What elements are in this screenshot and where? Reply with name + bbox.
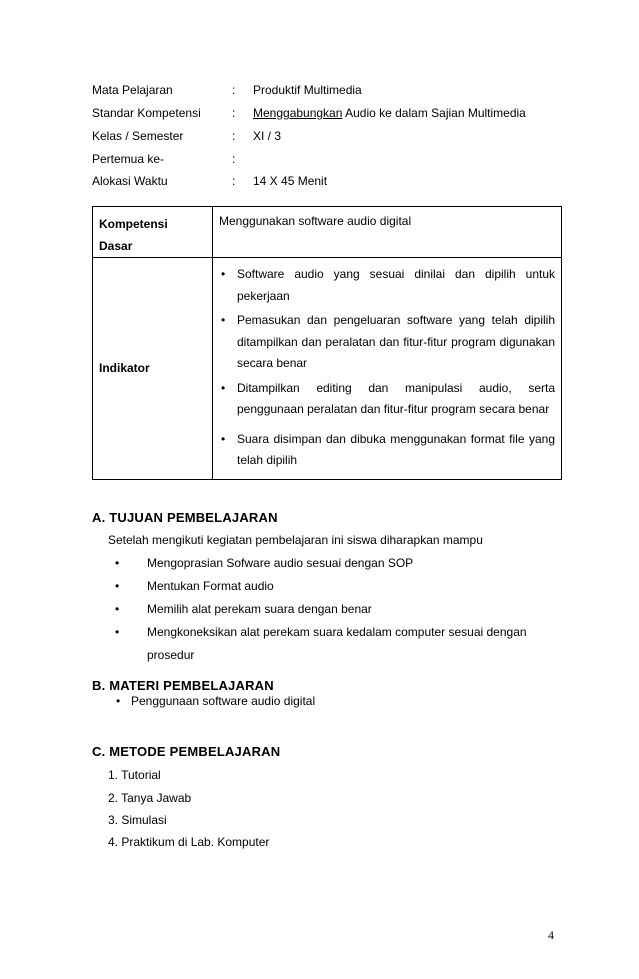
list-item: • Pemasukan dan pengeluaran software yang telah dipilih ditampilkan dan peralatan dan fitur-fitur program digunakan secara benar xyxy=(219,310,555,375)
kd-value-cell xyxy=(213,207,562,258)
list-item: 1. Tutorial xyxy=(108,768,161,782)
list-item: 4. Praktikum di Lab. Komputer xyxy=(108,835,270,849)
meta-value: Produktif Multimedia xyxy=(253,83,362,97)
kd-label-line1: Kompetensi xyxy=(99,217,168,231)
kd-label-cell xyxy=(93,207,213,258)
list-item: • Suara disimpan dan dibuka menggunakan format file yang telah dipilih xyxy=(219,429,555,472)
table-row-kompetensi-dasar xyxy=(93,207,562,258)
indikator-list xyxy=(213,258,561,479)
bullet-icon: • xyxy=(115,579,120,593)
indikator-label-cell xyxy=(93,258,213,480)
section-b-title: B. MATERI PEMBELAJARAN xyxy=(92,678,274,693)
indikator-label: Indikator xyxy=(99,361,150,376)
meta-colon: : xyxy=(232,106,236,120)
competency-table xyxy=(92,206,562,480)
list-item-continuation: prosedur xyxy=(147,648,195,662)
list-item: Mengkoneksikan alat perekam suara kedalam computer sesuai dengan xyxy=(147,625,527,639)
indikator-list-cell xyxy=(213,258,562,480)
list-item: 3. Simulasi xyxy=(108,813,167,827)
section-b-item: Penggunaan software audio digital xyxy=(131,694,316,708)
meta-label: Standar Kompetensi xyxy=(92,106,201,120)
list-item: Mengoprasian Sofware audio sesuai dengan SOP xyxy=(147,556,414,570)
section-a-intro: Setelah mengikuti kegiatan pembelajaran ini siswa diharapkan mampu xyxy=(108,533,483,547)
list-item: • Software audio yang sesuai dinilai dan dipilih untuk pekerjaan xyxy=(219,264,555,307)
kd-value: Menggunakan software audio digital xyxy=(219,214,412,228)
meta-label: Pertemua ke- xyxy=(92,152,165,166)
section-c-title: C. METODE PEMBELAJARAN xyxy=(92,744,281,759)
meta-value: XI / 3 xyxy=(253,129,282,143)
meta-label: Alokasi Waktu xyxy=(92,174,168,188)
meta-value: 14 X 45 Menit xyxy=(253,174,328,188)
list-item: Mentukan Format audio xyxy=(147,579,274,593)
list-item: • Ditampilkan editing dan manipulasi audio, serta penggunaan peralatan dan fitur-fitur program secara benar xyxy=(219,378,555,421)
meta-value-group xyxy=(253,105,526,121)
list-item: Memilih alat perekam suara dengan benar xyxy=(147,602,372,616)
bullet-icon: • xyxy=(115,602,120,616)
kd-label-line2: Dasar xyxy=(99,239,133,253)
meta-label: Kelas / Semester xyxy=(92,129,184,143)
bullet-icon: • xyxy=(116,694,121,708)
meta-label: Mata Pelajaran xyxy=(92,83,173,97)
page-number: 4 xyxy=(548,928,554,942)
meta-value-underlined: Menggabungkan xyxy=(253,106,343,120)
meta-colon: : xyxy=(232,83,236,97)
section-a-title: A. TUJUAN PEMBELAJARAN xyxy=(92,510,278,525)
list-item: 2. Tanya Jawab xyxy=(108,791,192,805)
meta-colon: : xyxy=(232,174,236,188)
meta-value: Audio ke dalam Sajian Multimedia xyxy=(342,106,526,120)
meta-colon: : xyxy=(232,152,236,166)
meta-colon: : xyxy=(232,129,236,143)
table-row-indikator xyxy=(93,258,562,480)
bullet-icon: • xyxy=(115,625,120,639)
bullet-icon: • xyxy=(115,556,120,570)
